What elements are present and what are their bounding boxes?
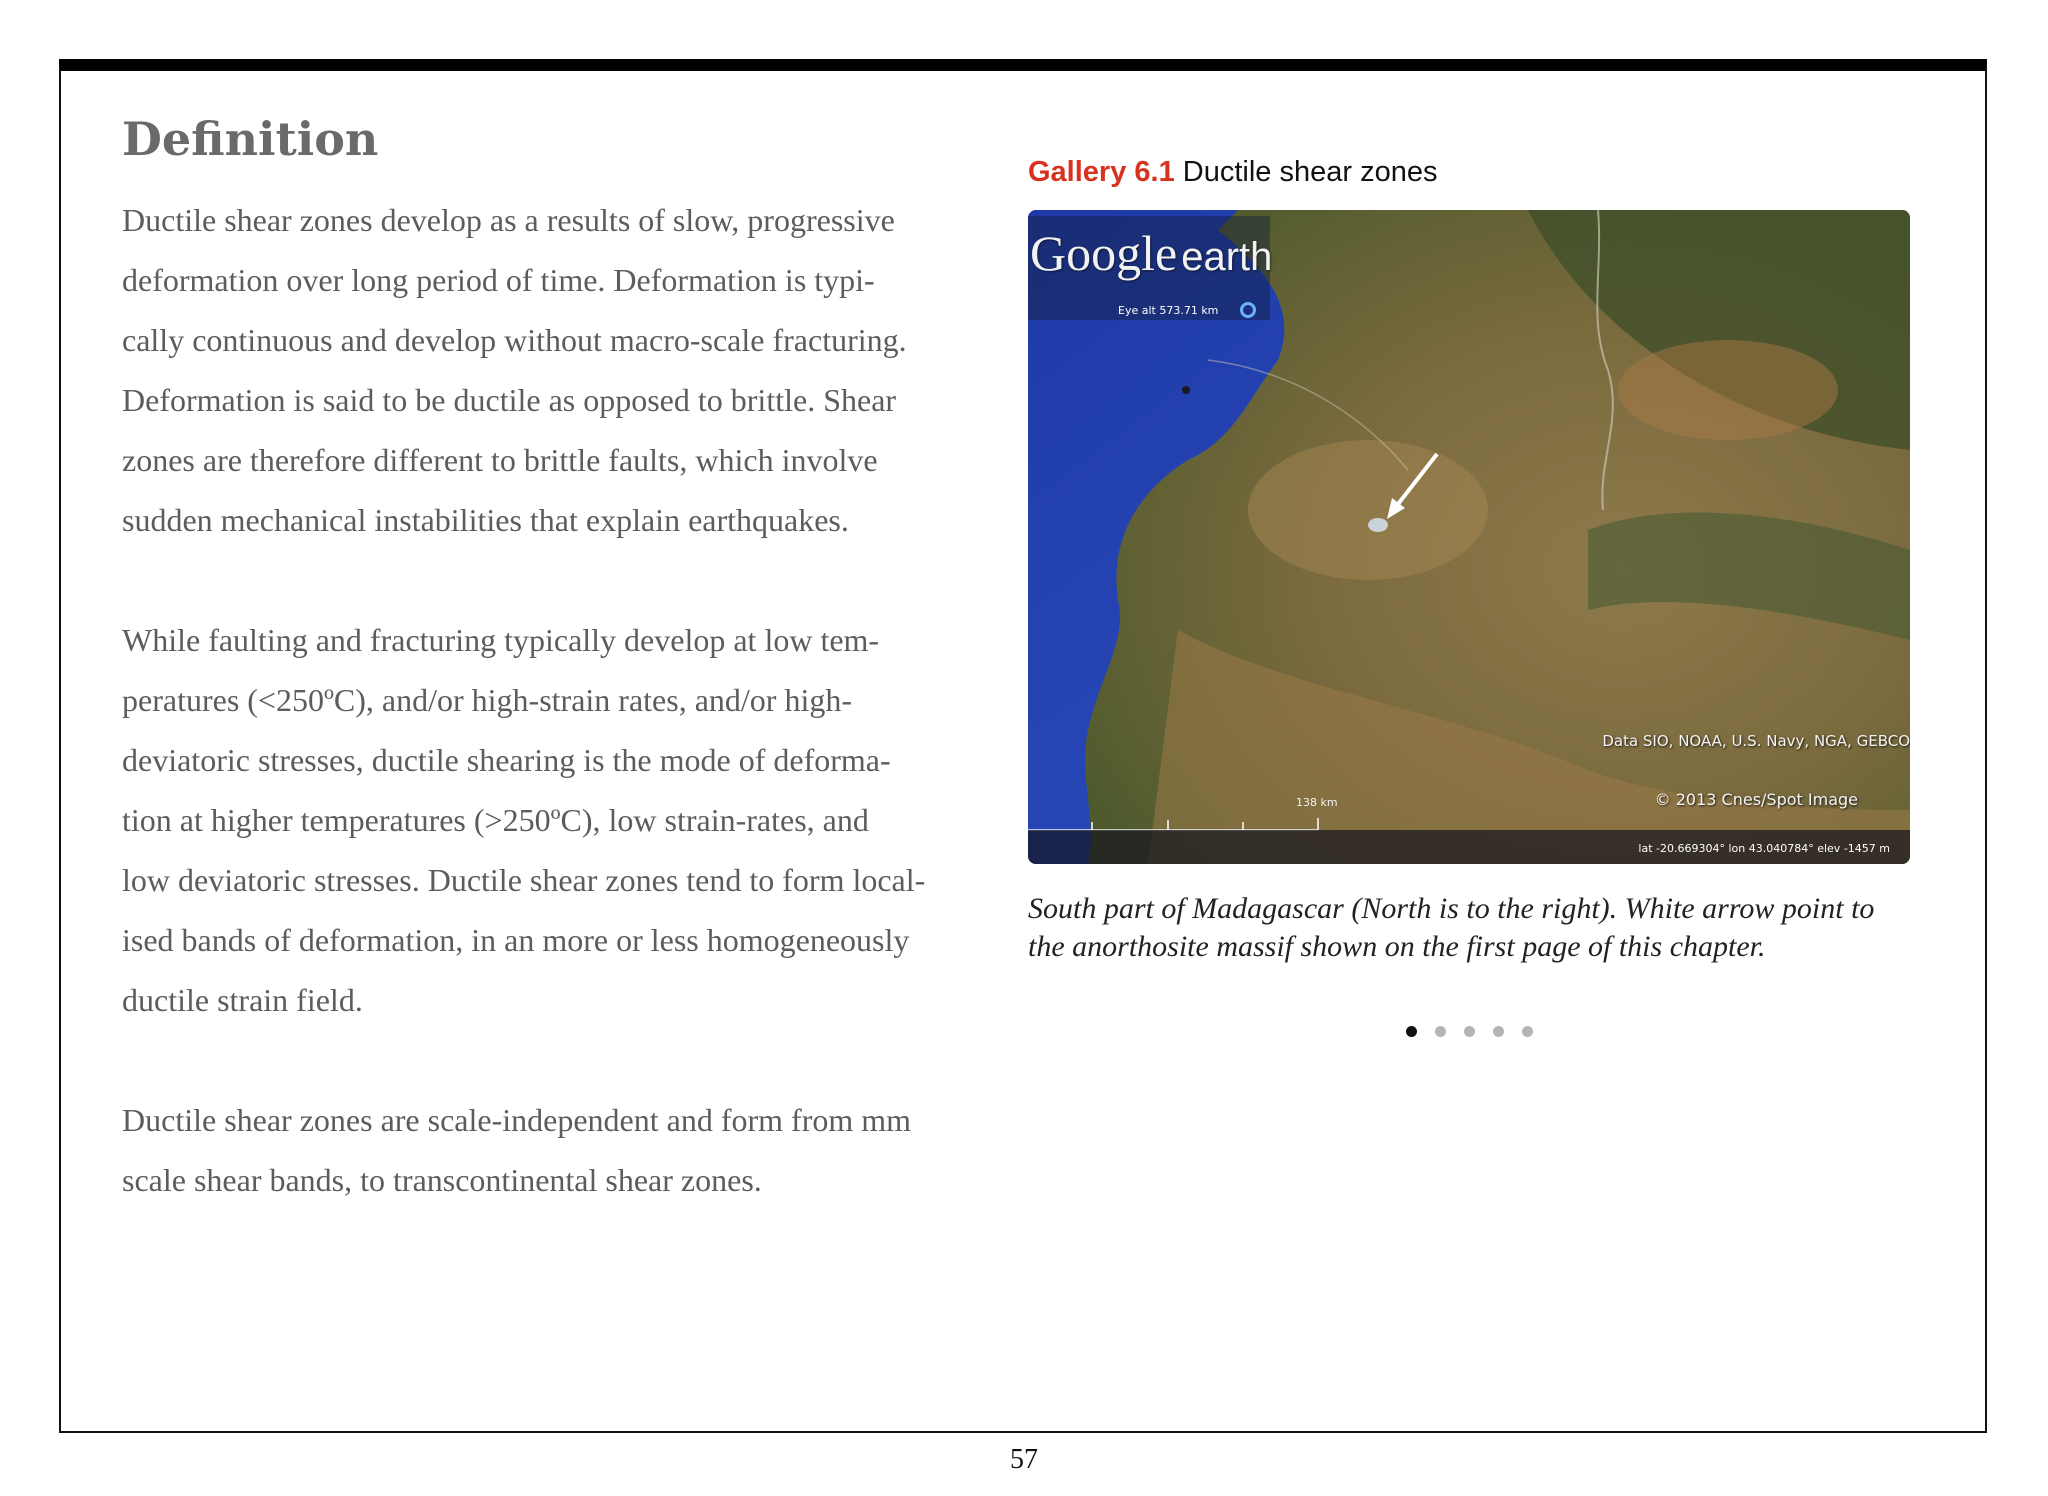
gallery-pagination [1028,1024,1910,1038]
google-logo-text: Google [1030,225,1178,281]
gallery-dot-2[interactable] [1435,1026,1446,1037]
gallery-dot-3[interactable] [1464,1026,1475,1037]
paragraph-2: While faulting and fracturing typically develop at low tem- peratures (<250ºC), and/or high-strain rates, and/or high- deviatoric stresses, ductile shearing is the mode of deforma- tion at higher temperatures (>250ºC), low strain-rates, and low deviatoric stresses. Ductile shear zones tend to form local- ised bands of deformation, in an more or less homogeneously ductile strain field. [122,622,926,1018]
gallery-dot-4[interactable] [1493,1026,1504,1037]
scale-label: 138 km [1296,796,1338,809]
satellite-image[interactable] [1028,210,1910,864]
data-attribution: Data SIO, NOAA, U.S. Navy, NGA, GEBCO [1602,732,1910,750]
gallery-widget [1028,152,1910,1038]
paragraph-3: Ductile shear zones are scale-independent and form from mm scale shear bands, to transcontinental shear zones. [122,1102,912,1198]
body-text [122,190,1022,1210]
gallery-dot-5[interactable] [1522,1026,1533,1037]
gallery-caption: South part of Madagascar (North is to the right). White arrow point to the anorthosite massif shown on the first page of this chapter. [1028,892,1875,963]
page-number: 57 [1010,1444,1038,1475]
gallery-dot-1[interactable] [1406,1026,1417,1037]
eye-altitude: Eye alt 573.71 km [1118,304,1219,317]
coordinates-readout: lat -20.669304° lon 43.040784° elev -1457 m [1638,842,1890,855]
gallery-title-text: Ductile shear zones [1182,156,1438,188]
paragraph-1: Ductile shear zones develop as a results of slow, progressive deformation over long period of time. Deformation is typi- cally continuous and develop without macro-scale fracturing. Deformation is said to be ductile as opposed to brittle. Shear zones are therefore different to brittle faults, which involve sudden mechanical instabilities that explain earthquakes. [122,202,907,538]
image-copyright: © 2013 Cnes/Spot Image [1654,790,1858,809]
gallery-label: Gallery 6.1 [1028,156,1175,188]
google-earth-logo [1028,216,1273,320]
map-status-bar [1028,830,1910,864]
earth-logo-text: earth [1181,235,1273,279]
loading-ring-icon [1240,302,1256,318]
gallery-title [1028,152,1910,192]
section-heading: Definition [122,112,379,166]
